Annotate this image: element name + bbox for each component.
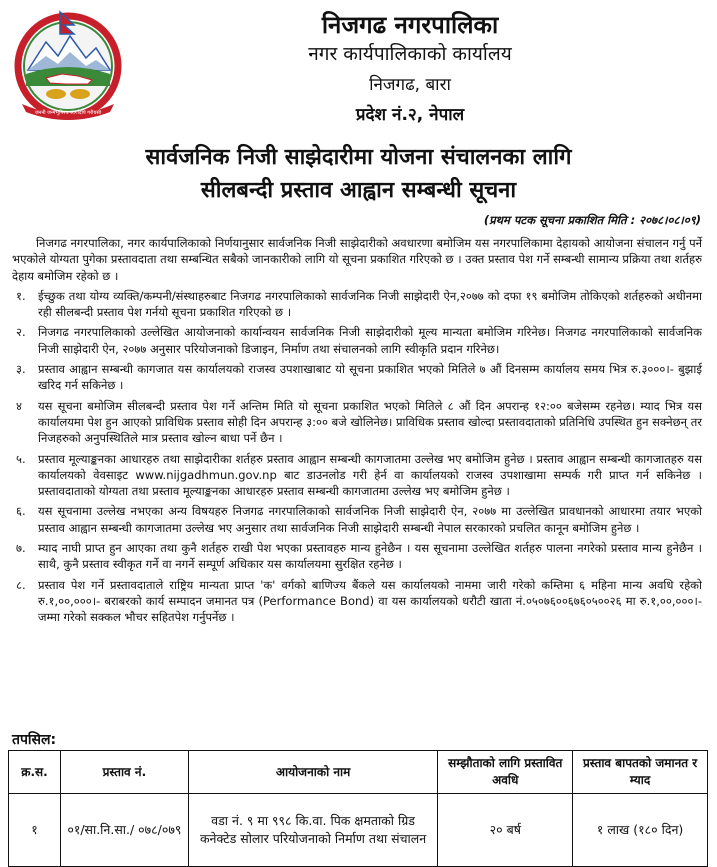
item-text: प्रस्ताव आह्वान सम्बन्धी कागजात यस कार्यालयको राजस्व उपशाखाबाट यो सूचना प्रकाशित भएको मितिले ७ औं दिनसम्म कार्यालय समय भित्र रु.३०००।- बुझाई खरिद गर्न सकिनेछ । bbox=[38, 362, 702, 393]
intro-paragraph: निजगढ नगरपालिका, नगर कार्यपालिकाको निर्णयानुसार सार्वजनिक निजी साझेदारीको अवधारणा बमोजिम यस नगरपालिकामा देहायको आयोजना संचालन गर्नु पर्ने भएकोले योग्यता पुगेका प्रस्तावदाता तथा सम्बन्धित सबैको जानकारीको लागि यो सूचना प्रकाशित गरिएको छ । उक्त प्रस्ताव पेश गर्ने सम्बन्धी सामान्य प्रक्रिया तथा शर्तहरु देहाय बमोजिम रहेको छ । bbox=[12, 236, 702, 283]
item-text: निजगढ नगरपालिकाको उल्लेखित आयोजनाको कार्यान्वयन सार्वजनिक निजी साझेदारीको मूल्य मान्यता बमोजिम गरिनेछ। निजगढ नगरपालिकाको सार्वजनिक निजी साझेदारी ऐन, २०७७ अनुसार परियोजनाको डिजाइन, निर्माण तथा संचालनको लागि स्वीकृति प्रदान गरिनेछ। bbox=[38, 325, 702, 356]
item-text: ईच्छुक तथा योग्य व्यक्ति/कम्पनी/संस्थाहरुबाट निजगढ नगरपालिकाको सार्वजनिक निजी साझेदारी ऐन,२०७७ को दफा १९ बमोजिम तोकिएको शर्तहरुको अधीनमा रही सीलबन्दी प्रस्ताव पेश गर्नयो सूचना प्रकाशित गरिएको छ । bbox=[38, 288, 702, 320]
office-location: निजगढ, बारा bbox=[369, 75, 451, 95]
item-number: १. bbox=[16, 288, 26, 303]
list-item bbox=[12, 398, 702, 447]
schedule-label: तपसिल: bbox=[12, 732, 57, 748]
cell-bid-security: १ लाख (१८० दिन) bbox=[573, 794, 708, 867]
project-table bbox=[8, 750, 708, 867]
cell-project-name: वडा नं. ९ मा ९९८ कि.वा. पिक क्षमताको ग्रिड कनेक्टेड सोलार परियोजनाको निर्माण तथा संचालन bbox=[188, 794, 438, 867]
item-number: ५. bbox=[16, 451, 26, 466]
item-text: प्रस्ताव मूल्याङ्कनका आधारहरु तथा साझेदारीका शर्तहरु प्रस्ताव आह्वान सम्बन्धी कागजातमा उल्लेख भए बमोजिम हुनेछ । प्रस्ताव आह्वान सम्बन्धी कागजातहरु यस कार्यालयको वेवसाइट www.nijgadhmun.gov.np बाट डाउनलोड गरी हेर्न वा कार्यालयको राजस्व उपशाखामा सम्पर्क गरी प्राप्त गर्न सकिनेछ । प्रस्तावदाताको योग्यता तथा प्रस्ताव मूल्याङ्कनका आधारहरु प्रस्ताव सम्बन्धी कागजातमा उल्लेख भए बमोजिम हुनेछ । bbox=[38, 451, 702, 499]
item-number: २. bbox=[16, 325, 26, 340]
item-text: यस सूचनामा उल्लेख नभएका अन्य विषयहरु निजगढ नगरपालिकाको सार्वजनिक निजी साझेदारी ऐन, २०७७ मा उल्लेखित प्रावधानको आधारमा तयार भएको प्रस्ताव आह्वान सम्बन्धी कागजातमा उल्लेख भए अनुसार तथा सार्वजनिक निजी साझेदारी सम्बन्धी नेपाल सरकारको प्रचलित कानून बमोजिम हुनेछ । bbox=[38, 504, 702, 535]
municipality-name: निजगढ नगरपालिका bbox=[321, 11, 499, 39]
list-item bbox=[12, 288, 702, 321]
list-item bbox=[12, 577, 702, 626]
conditions-list bbox=[12, 288, 702, 626]
cell-serial: १ bbox=[9, 794, 61, 867]
notice-title-line-2: सीलबन्दी प्रस्ताव आह्वान सम्बन्धी सूचना bbox=[200, 178, 517, 203]
item-number: ४ bbox=[16, 398, 22, 413]
col-header-project-name: आयोजनाको नाम bbox=[188, 751, 438, 794]
nepal-emblem-icon bbox=[12, 8, 124, 120]
table-header-row bbox=[9, 751, 708, 794]
col-header-proposal-no: प्रस्ताव नं. bbox=[60, 751, 188, 794]
notice-body bbox=[12, 235, 702, 630]
cell-agreement-period: २० बर्ष bbox=[438, 794, 573, 867]
province-line: प्रदेश नं.२, नेपाल bbox=[355, 105, 465, 125]
list-item bbox=[12, 324, 702, 357]
table-row bbox=[9, 794, 708, 867]
item-text: प्रस्ताव पेश गर्ने प्रस्तावदाताले राष्ट्रिय मान्यता प्राप्त 'क' वर्गको बाणिज्य बैंकले यस कार्यालयको नाममा जारी गरेको कम्तिमा ६ महिना मान्य अवधि रहेको रु.१,००,०००।- बराबरको कार्य सम्पादन जमानत पत्र (Performance Bond) वा यस कार्यालयको धरौटी खाता नं.०५०७६००६७६०५००२६ मा रु.१,००,०००।- जम्मा गरेको सक्कल भौचर सहितपेश गर्नुपर्नेछ । bbox=[38, 577, 702, 625]
item-number: ८. bbox=[16, 577, 26, 592]
list-item bbox=[12, 361, 702, 394]
col-header-bid-security: प्रस्ताव बापतको जमानत र म्याद bbox=[573, 751, 708, 794]
emblem-caption: जननी जन्मभूमिश्च स्वर्गादपि गरीयसी bbox=[34, 110, 102, 116]
office-name: नगर कार्यपालिकाको कार्यालय bbox=[308, 43, 512, 65]
publication-date-note: (प्रथम पटक सूचना प्रकाशित मिति : २०७८।०८।०९) bbox=[483, 213, 701, 227]
item-number: ७. bbox=[16, 541, 26, 556]
col-header-agreement-period: सम्झौताको लागि प्रस्तावित अवधि bbox=[438, 751, 573, 794]
cell-proposal-no: ०१/सा.नि.सा./ ०७८/०७९ bbox=[60, 794, 188, 867]
item-number: ६. bbox=[16, 504, 26, 519]
col-header-serial: क्र.स. bbox=[9, 751, 61, 794]
item-text: म्याद नाघी प्राप्त हुन आएका तथा कुनै शर्तहरु राखी पेश भएका प्रस्तावहरु मान्य हुनेछैन । यस सूचनामा उल्लेखित शर्तहरु पालना नगरेको प्रस्ताव मान्य हुनेछैन । साथै, कुनै प्रस्ताव स्वीकृत गर्ने वा नगर्ने सम्पूर्ण अधिकार यस कार्यालयमा सुरक्षित रहनेछ । bbox=[38, 541, 702, 572]
list-item bbox=[12, 451, 702, 500]
list-item bbox=[12, 503, 702, 536]
notice-title-line-1: सार्वजनिक निजी साझेदारीमा योजना संचालनका लागि bbox=[145, 145, 572, 170]
list-item bbox=[12, 540, 702, 573]
item-text: यस सूचना बमोजिम सीलबन्दी प्रस्ताव पेश गर्ने अन्तिम मिति यो सूचना प्रकाशित भएको मितिले ८ औं दिन अपरान्ह १२:०० बजेसम्म रहनेछ। म्याद भित्र यस कार्यालयमा पेश हुन आएको प्राविधिक प्रस्ताव सोही दिन अपरान्ह ३:०० बजे खोलिनेछ। प्राविधिक प्रस्ताव खोल्दा प्रस्तावदाताको प्रतिनिधि उपस्थित हुन सक्नेछन् तर निजहरुको अनुपस्थितिले मात्र प्रस्ताव खोल्न बाधा पर्ने छैन । bbox=[38, 398, 702, 446]
item-number: ३. bbox=[16, 362, 26, 377]
